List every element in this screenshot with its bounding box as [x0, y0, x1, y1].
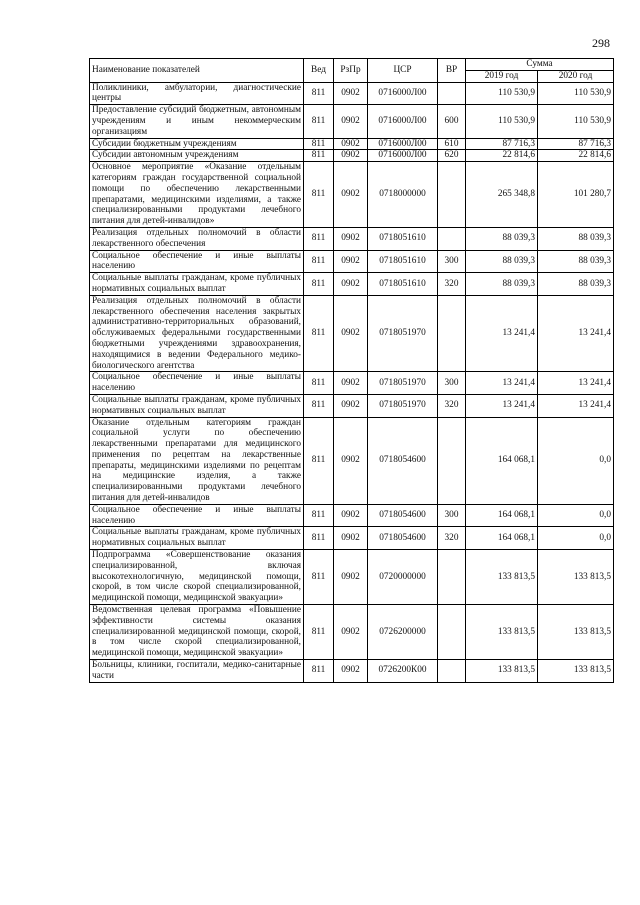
cell-rzpr: 0902 [334, 105, 368, 138]
cell-ved: 811 [304, 295, 334, 372]
cell-2019: 164 068,1 [466, 504, 538, 527]
cell-2020: 88 039,3 [538, 250, 614, 273]
header-year-2019: 2019 год [466, 70, 538, 82]
cell-2020: 0,0 [538, 417, 614, 504]
table-row [90, 82, 614, 105]
cell-name: Основное мероприятие «Оказание отдельным категориям граждан государственной социальной помощи по обеспечению лекарственными препаратами, медицинскими изделиями, а также специализированными продуктами лечебного питания для детей-инвалидов» [90, 162, 304, 228]
cell-vr: 320 [438, 394, 466, 417]
cell-2019: 133 813,5 [466, 660, 538, 683]
cell-name: Социальные выплаты гражданам, кроме публичных нормативных социальных выплат [90, 394, 304, 417]
cell-name: Социальное обеспечение и иные выплаты населению [90, 250, 304, 273]
table-body [90, 82, 614, 682]
cell-ved: 811 [304, 550, 334, 605]
cell-csr: 0718051610 [368, 273, 438, 296]
table-row [90, 138, 614, 150]
cell-rzpr: 0902 [334, 162, 368, 228]
cell-2020: 88 039,3 [538, 227, 614, 250]
cell-2020: 0,0 [538, 527, 614, 550]
table-row [90, 504, 614, 527]
cell-name: Поликлиники, амбулатории, диагностические центры [90, 82, 304, 105]
cell-rzpr: 0902 [334, 550, 368, 605]
cell-rzpr: 0902 [334, 605, 368, 660]
table-row [90, 372, 614, 395]
cell-ved: 811 [304, 105, 334, 138]
header-summa: Сумма [466, 59, 614, 71]
header-name: Наименование показателей [90, 59, 304, 83]
cell-csr: 0718051610 [368, 227, 438, 250]
cell-2020: 110 530,9 [538, 105, 614, 138]
cell-ved: 811 [304, 162, 334, 228]
cell-csr: 0720000000 [368, 550, 438, 605]
cell-ved: 811 [304, 605, 334, 660]
cell-2019: 88 039,3 [466, 250, 538, 273]
table-row [90, 394, 614, 417]
cell-csr: 0716000Л00 [368, 82, 438, 105]
cell-csr: 0718051970 [368, 295, 438, 372]
cell-2020: 22 814,6 [538, 150, 614, 162]
cell-rzpr: 0902 [334, 504, 368, 527]
cell-vr: 620 [438, 150, 466, 162]
table-row [90, 550, 614, 605]
table-row [90, 227, 614, 250]
cell-ved: 811 [304, 227, 334, 250]
cell-csr: 0718051970 [368, 372, 438, 395]
cell-ved: 811 [304, 138, 334, 150]
cell-vr: 320 [438, 527, 466, 550]
cell-ved: 811 [304, 660, 334, 683]
table-row [90, 105, 614, 138]
cell-2020: 110 530,9 [538, 82, 614, 105]
budget-table [89, 58, 614, 683]
cell-csr: 0718054600 [368, 527, 438, 550]
cell-name: Подпрограмма «Совершенствование оказания специализированной, включая высокотехнологичную, медицинской помощи, скорой, в том числе скорой специализированной, медицинской помощи, медицинской эвакуации» [90, 550, 304, 605]
table-row [90, 273, 614, 296]
cell-rzpr: 0902 [334, 138, 368, 150]
cell-name: Больницы, клиники, госпитали, медико-санитарные части [90, 660, 304, 683]
cell-vr [438, 417, 466, 504]
header-vr: ВР [438, 59, 466, 83]
cell-name: Субсидии автономным учреждениям [90, 150, 304, 162]
cell-vr [438, 605, 466, 660]
cell-2020: 13 241,4 [538, 394, 614, 417]
cell-csr: 0718051610 [368, 250, 438, 273]
cell-2020: 13 241,4 [538, 295, 614, 372]
cell-rzpr: 0902 [334, 372, 368, 395]
cell-rzpr: 0902 [334, 660, 368, 683]
cell-csr: 0718054600 [368, 504, 438, 527]
cell-ved: 811 [304, 150, 334, 162]
cell-2020: 101 280,7 [538, 162, 614, 228]
cell-2020: 13 241,4 [538, 372, 614, 395]
cell-rzpr: 0902 [334, 82, 368, 105]
table-row [90, 150, 614, 162]
cell-2019: 87 716,3 [466, 138, 538, 150]
header-year-2020: 2020 год [538, 70, 614, 82]
cell-vr [438, 227, 466, 250]
cell-csr: 0718000000 [368, 162, 438, 228]
cell-2019: 164 068,1 [466, 527, 538, 550]
header-csr: ЦСР [368, 59, 438, 83]
cell-vr [438, 295, 466, 372]
cell-vr: 300 [438, 372, 466, 395]
cell-name: Реализация отдельных полномочий в области лекарственного обеспечения населения закрытых административно-территориальных образований, обслуживаемых федеральными государственными бюджетными учреждениями здравоохранения, находящимися в ведении Федерального медико-биологического агентства [90, 295, 304, 372]
cell-csr: 0716000Л00 [368, 105, 438, 138]
cell-2019: 88 039,3 [466, 227, 538, 250]
header-rzpr: РзПр [334, 59, 368, 83]
cell-2019: 13 241,4 [466, 372, 538, 395]
cell-csr: 0716000Л00 [368, 150, 438, 162]
cell-2019: 110 530,9 [466, 105, 538, 138]
cell-name: Предоставление субсидий бюджетным, автономным учреждениям и иным некоммерческим организациям [90, 105, 304, 138]
cell-2019: 13 241,4 [466, 394, 538, 417]
cell-name: Социальное обеспечение и иные выплаты населению [90, 372, 304, 395]
cell-vr: 300 [438, 250, 466, 273]
cell-2019: 265 348,8 [466, 162, 538, 228]
cell-rzpr: 0902 [334, 273, 368, 296]
cell-vr [438, 162, 466, 228]
cell-ved: 811 [304, 82, 334, 105]
cell-vr: 610 [438, 138, 466, 150]
cell-ved: 811 [304, 394, 334, 417]
cell-rzpr: 0902 [334, 250, 368, 273]
cell-ved: 811 [304, 527, 334, 550]
cell-csr: 0726200К00 [368, 660, 438, 683]
cell-2019: 22 814,6 [466, 150, 538, 162]
cell-2020: 0,0 [538, 504, 614, 527]
cell-ved: 811 [304, 417, 334, 504]
cell-2020: 88 039,3 [538, 273, 614, 296]
table-row [90, 295, 614, 372]
table-row [90, 162, 614, 228]
cell-rzpr: 0902 [334, 150, 368, 162]
cell-rzpr: 0902 [334, 527, 368, 550]
cell-2019: 133 813,5 [466, 605, 538, 660]
table-row [90, 250, 614, 273]
cell-rzpr: 0902 [334, 417, 368, 504]
cell-2019: 133 813,5 [466, 550, 538, 605]
cell-2020: 133 813,5 [538, 605, 614, 660]
cell-2019: 13 241,4 [466, 295, 538, 372]
cell-name: Социальное обеспечение и иные выплаты населению [90, 504, 304, 527]
cell-name: Социальные выплаты гражданам, кроме публичных нормативных социальных выплат [90, 273, 304, 296]
cell-2019: 110 530,9 [466, 82, 538, 105]
cell-name: Оказание отдельным категориям граждан социальной услуги по обеспечению лекарственными препаратами для медицинского применения по рецептам на лекарственные препараты, медицинскими изделиями по рецептам на медицинские изделия, а также специализированными продуктами лечебного питания для детей-инвалидов [90, 417, 304, 504]
cell-csr: 0718051970 [368, 394, 438, 417]
cell-ved: 811 [304, 372, 334, 395]
cell-csr: 0718054600 [368, 417, 438, 504]
cell-ved: 811 [304, 250, 334, 273]
cell-name: Субсидии бюджетным учреждениям [90, 138, 304, 150]
table-header [90, 59, 614, 83]
cell-2020: 87 716,3 [538, 138, 614, 150]
cell-vr [438, 660, 466, 683]
cell-vr: 320 [438, 273, 466, 296]
cell-csr: 0716000Л00 [368, 138, 438, 150]
cell-name: Социальные выплаты гражданам, кроме публичных нормативных социальных выплат [90, 527, 304, 550]
header-ved: Вед [304, 59, 334, 83]
table-row [90, 660, 614, 683]
table-row [90, 417, 614, 504]
cell-name: Ведомственная целевая программа «Повышение эффективности системы оказания специализированной медицинской помощи, скорой, в том числе скорой специализированной, медицинской помощи, медицинской эвакуации» [90, 605, 304, 660]
cell-2019: 88 039,3 [466, 273, 538, 296]
cell-ved: 811 [304, 504, 334, 527]
cell-rzpr: 0902 [334, 227, 368, 250]
cell-2020: 133 813,5 [538, 660, 614, 683]
cell-name: Реализация отдельных полномочий в области лекарственного обеспечения [90, 227, 304, 250]
cell-2019: 164 068,1 [466, 417, 538, 504]
cell-ved: 811 [304, 273, 334, 296]
cell-rzpr: 0902 [334, 295, 368, 372]
cell-vr: 300 [438, 504, 466, 527]
table-row [90, 605, 614, 660]
cell-rzpr: 0902 [334, 394, 368, 417]
cell-2020: 133 813,5 [538, 550, 614, 605]
table-row [90, 527, 614, 550]
cell-vr [438, 550, 466, 605]
cell-vr: 600 [438, 105, 466, 138]
page-number: 298 [592, 36, 610, 50]
cell-vr [438, 82, 466, 105]
cell-csr: 0726200000 [368, 605, 438, 660]
